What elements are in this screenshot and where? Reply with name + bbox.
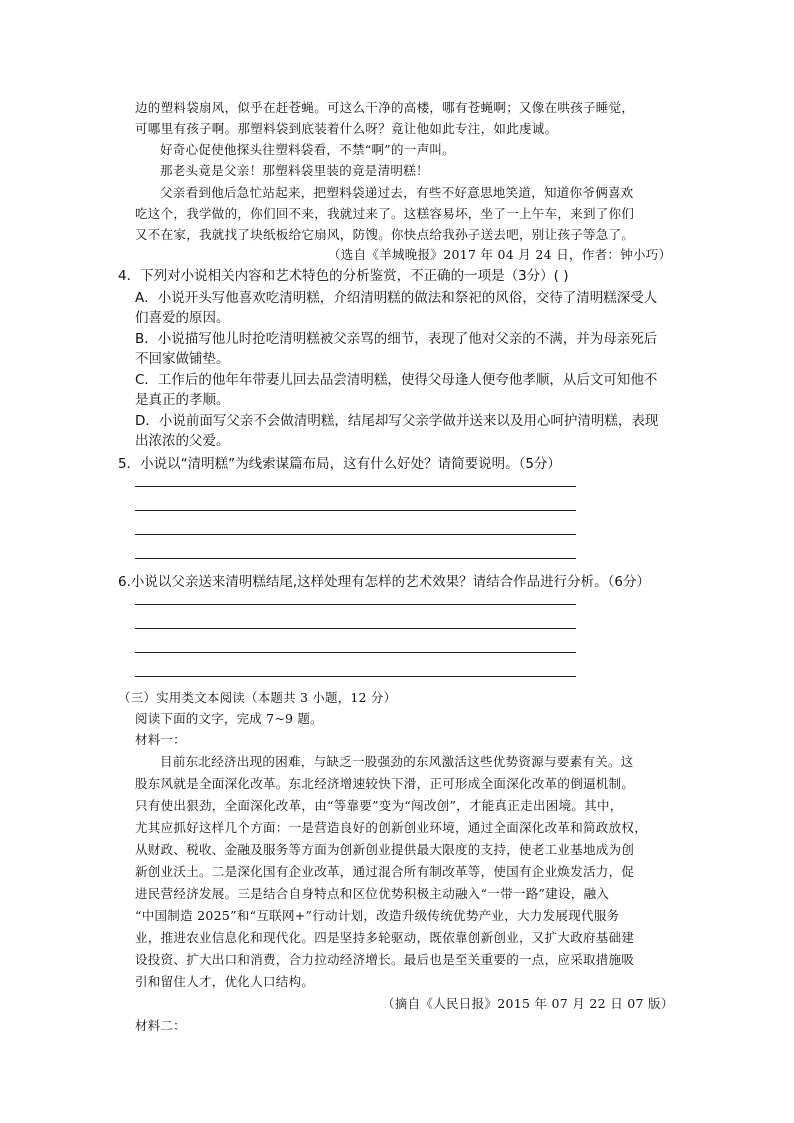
q5-answer-line-2[interactable] [135, 510, 576, 511]
material1-line-11: 引和留住人才，优化人口结构。 [135, 974, 315, 989]
material1-line-6: 新创业沃土。二是深化国有企业改革，通过混合所有制改革等，使国有企业焕发活力，促 [135, 864, 635, 879]
material2-label: 材料二： [135, 1018, 186, 1033]
material1-line-3: 只有使出狠劲，全面深化改革，由“等靠要”变为“闯改创”，才能真正走出困境。其中， [135, 798, 623, 813]
story-line-6: 吃这个，我学做的，你们回不来，我就过来了。这糕容易坏，坐了一上午车，来到了你们 [135, 206, 635, 221]
q4-option-a-line1: A．小说开头写他喜欢吃清明糕，介绍清明糕的做法和祭祀的风俗，交待了清明糕深受人 [135, 290, 658, 306]
material1-line-2: 股东风就是全面深化改革。东北经济增速较快下滑，正可形成全面深化改革的倒逼机制。 [135, 776, 635, 791]
story-line-7: 又不在家，我就找了块纸板给它扇风，防馊。你快点给我孙子送去吧，别让孩子等急了。 [135, 227, 635, 242]
q6-answer-line-4[interactable] [135, 676, 576, 677]
material1-line-7: 进民营经济发展。三是结合自身特点和区位优势积极主动融入“一带一路”建设，融入 [135, 886, 610, 901]
q4-option-c-line1: C．工作后的他年年带妻儿回去品尝清明糕，使得父母逢人便夸他孝顺，从后文可知他不 [135, 372, 658, 388]
story-line-3: 好奇心促使他探头往塑料袋看，不禁“啊”的一声叫。 [160, 142, 455, 157]
story-line-1: 边的塑料袋扇风，似乎在赶苍蝇。可这么干净的高楼，哪有苍蝇啊；又像在哄孩子睡觉， [135, 100, 635, 115]
q6-answer-line-1[interactable] [135, 604, 576, 605]
q4-option-b-line2: 不回家做铺垫。 [135, 351, 230, 367]
q4-option-c-line2: 是真正的孝顺。 [135, 392, 230, 408]
story-line-2: 可哪里有孩子啊。那塑料袋到底装着什么呀？竟让他如此专注，如此虔诚。 [135, 121, 558, 136]
q4-stem: 4．下列对小说相关内容和艺术特色的分析鉴赏，不正确的一项是（3分）( ) [118, 268, 569, 284]
material1-line-9: 业，推进农业信息化和现代化。四是坚持多轮驱动，既依靠创新创业，又扩大政府基础建 [135, 930, 635, 945]
q4-option-d-line1: D．小说前面写父亲不会做清明糕，结尾却写父亲学做并送来以及用心呵护清明糕，表现 [135, 413, 659, 429]
q6-answer-line-2[interactable] [135, 628, 576, 629]
q6-answer-line-3[interactable] [135, 652, 576, 653]
material1-source: （摘自《人民日报》2015 年 07 月 22 日 07 版） [382, 996, 674, 1011]
q4-option-d-line2: 出浓浓的父爱。 [135, 433, 230, 449]
q5-answer-line-1[interactable] [135, 486, 576, 487]
material1-label: 材料一： [135, 732, 186, 747]
material1-line-1: 目前东北经济出现的困难，与缺乏一股强劲的东风激活这些优势资源与要素有关。这 [160, 754, 634, 769]
material1-line-4: 尤其应抓好这样几个方面：一是营造良好的创新创业环境，通过全面深化改革和简政放权， [135, 820, 648, 835]
q6-stem: 6.小说以父亲送来清明糕结尾,这样处理有怎样的艺术效果？请结合作品进行分析。（6分） [118, 574, 651, 590]
material1-line-5: 从财政、税收、金融及服务等方面为创新创业提供最大限度的支持，使老工业基地成为创 [135, 842, 635, 857]
material1-line-10: 设投资、扩大出口和消费，合力拉动经济增长。最后也是至关重要的一点，应采取措施吸 [135, 952, 635, 967]
q4-option-b-line1: B．小说描写他儿时抢吃清明糕被父亲骂的细节，表现了他对父亲的不满，并为母亲死后 [135, 331, 658, 347]
section3-heading: （三）实用类文本阅读（本题共 3 小题，12 分） [118, 690, 397, 705]
q4-option-a-line2: 们喜爱的原因。 [135, 310, 230, 326]
story-line-4: 那老头竟是父亲！那塑料袋里装的竟是清明糕！ [160, 163, 429, 178]
q5-answer-line-3[interactable] [135, 534, 576, 535]
story-source: （选自《羊城晚报》2017 年 04 月 24 日，作者：钟小巧） [328, 247, 672, 262]
q5-answer-line-4[interactable] [135, 558, 576, 559]
story-line-5: 父亲看到他后急忙站起来，把塑料袋递过去，有些不好意思地笑道，知道你爷俩喜欢 [160, 185, 634, 200]
material1-line-8: “中国制造 2025”和“互联网+”行动计划，改造升级传统优势产业，大力发展现代服务 [135, 908, 620, 923]
section3-instruction: 阅读下面的文字，完成 7~9 题。 [135, 711, 323, 726]
q5-stem: 5．小说以“清明糕”为线索谋篇布局，这有什么好处？请简要说明。（5分） [118, 456, 561, 472]
